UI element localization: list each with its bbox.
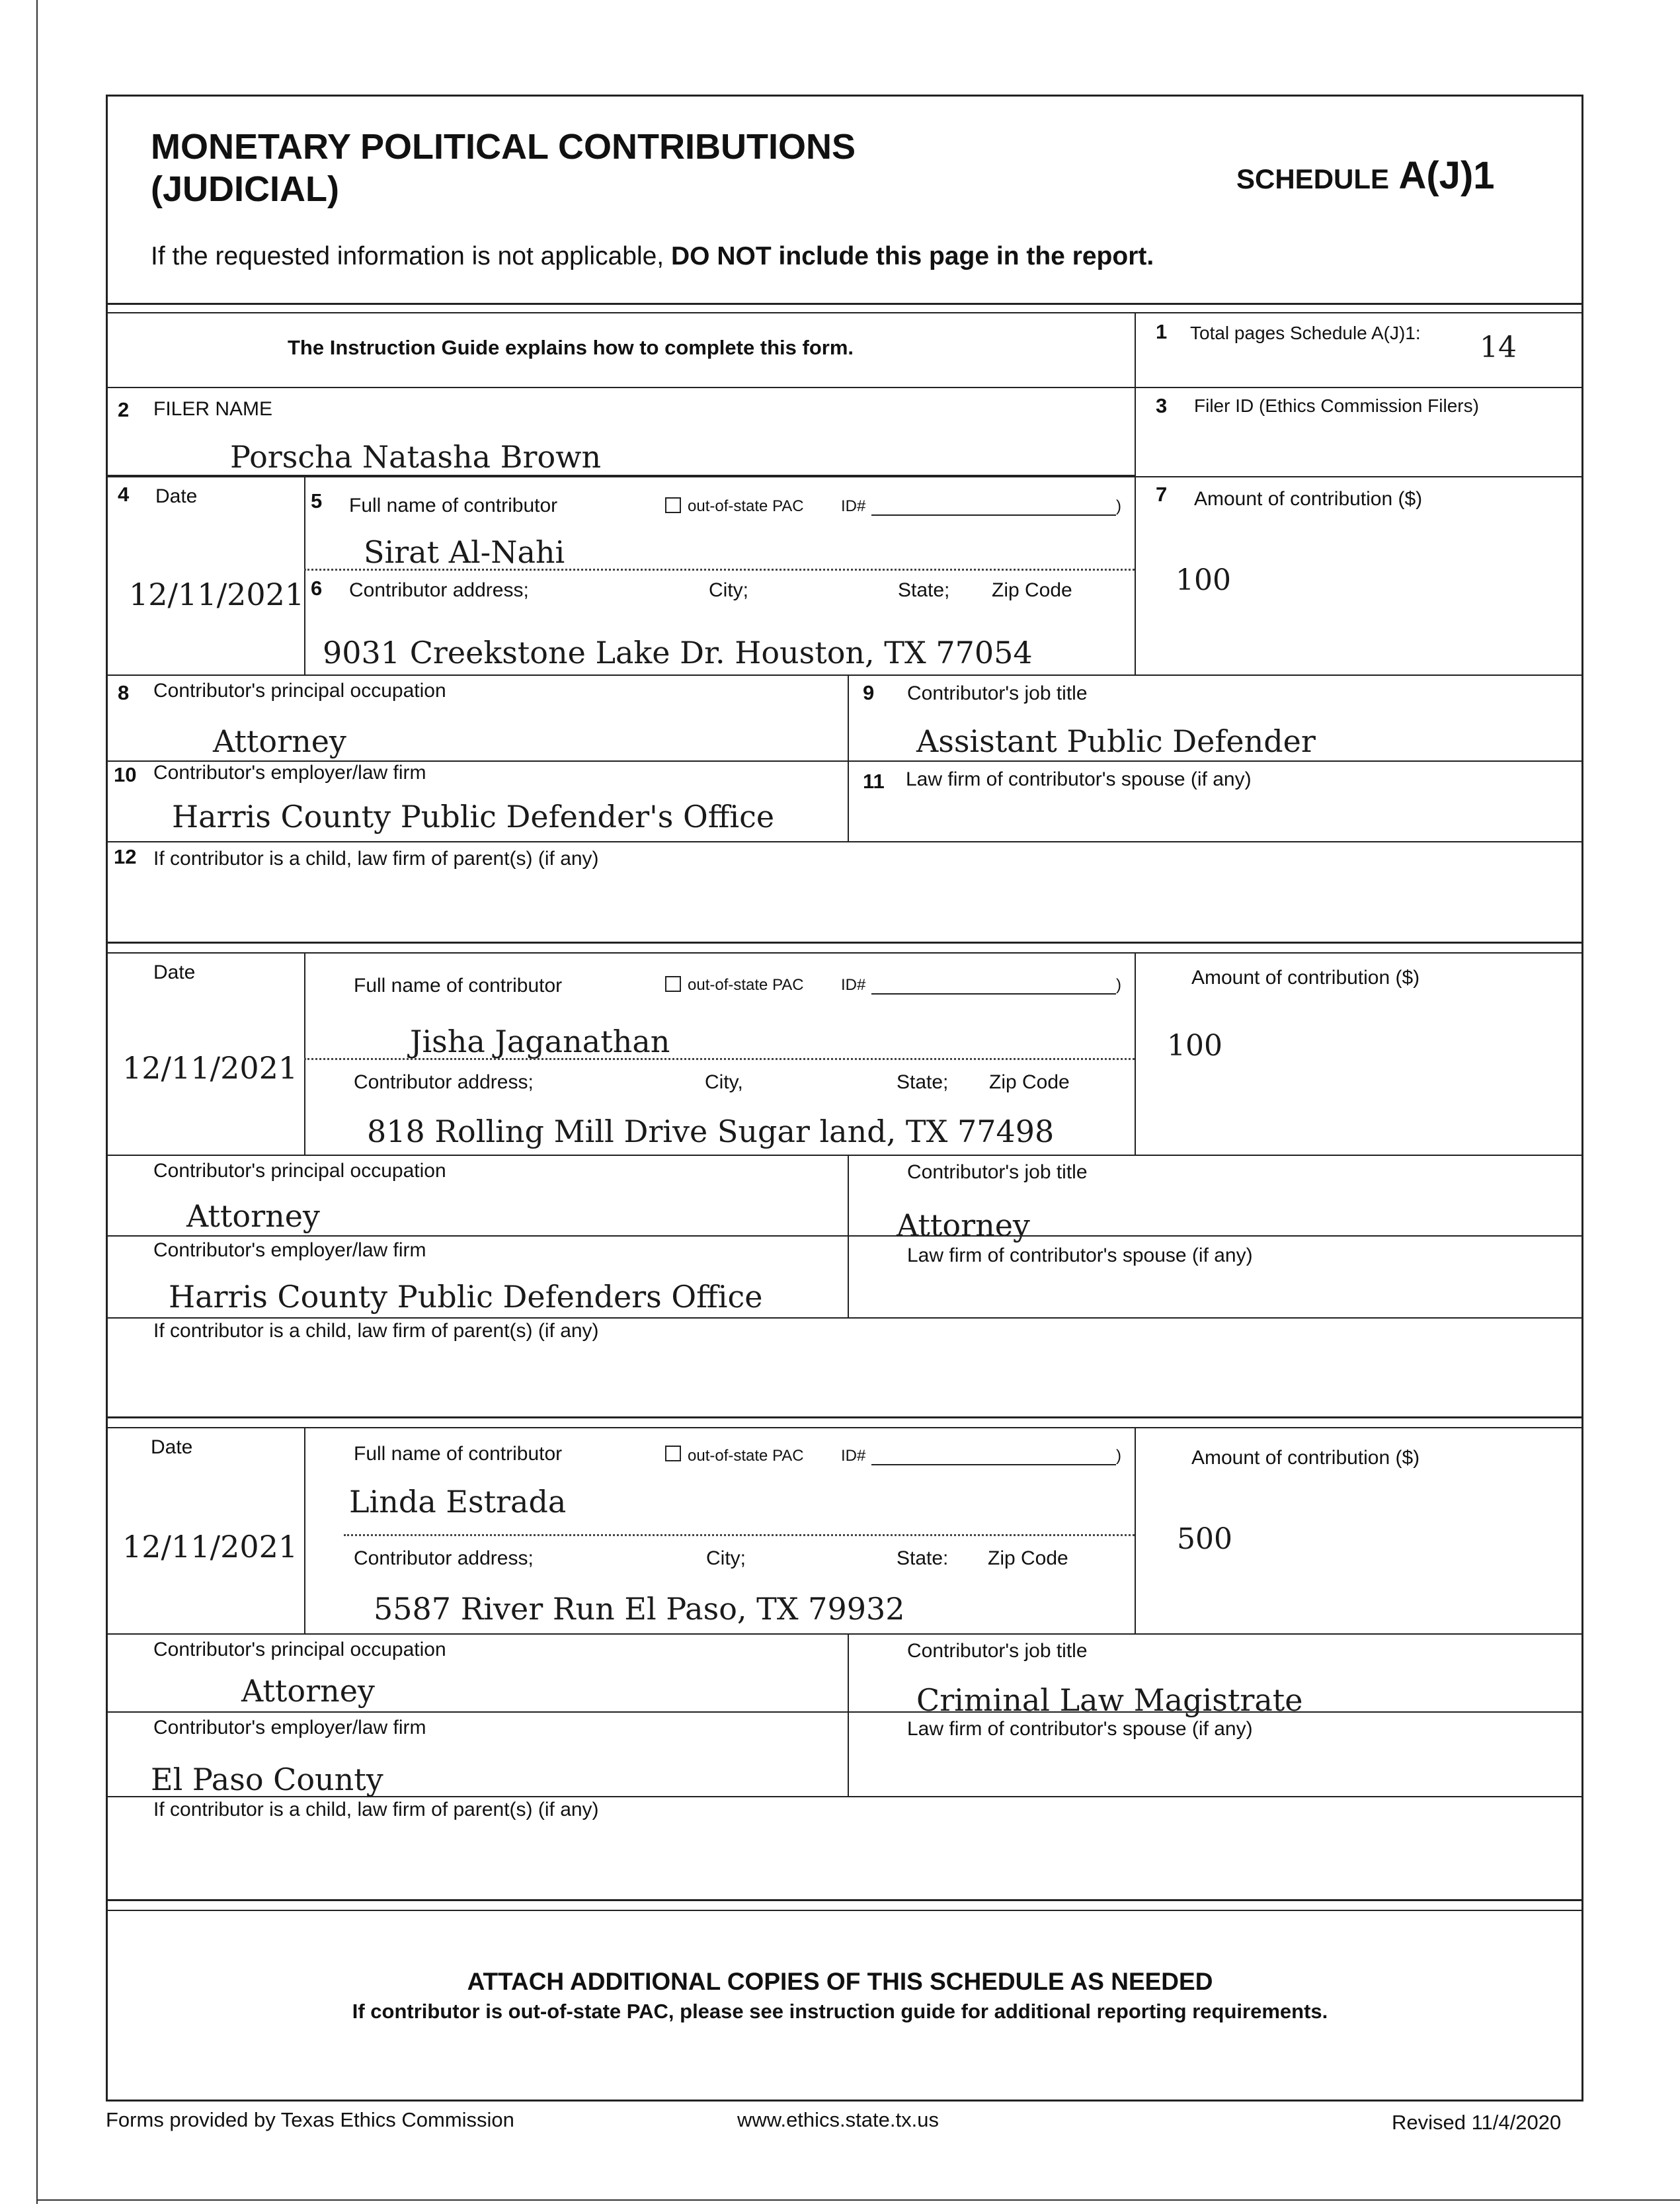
employer-value: El Paso County xyxy=(151,1762,383,1797)
schedule-label xyxy=(1236,153,1495,198)
footer-url[interactable]: www.ethics.state.tx.us xyxy=(737,2108,939,2131)
applicability-notice xyxy=(151,242,1154,271)
amount-value: 500 xyxy=(1177,1522,1232,1556)
page-edge-line xyxy=(36,2199,1680,2201)
job-title-label: Contributor's job title xyxy=(907,1640,1088,1662)
divider xyxy=(106,1796,1583,1797)
employer-label: Contributor's employer/law firm xyxy=(153,762,426,784)
divider xyxy=(304,1427,305,1633)
divider xyxy=(106,1711,1583,1713)
divider xyxy=(106,1317,1583,1319)
divider xyxy=(1135,952,1136,1155)
pac-id-field[interactable] xyxy=(871,1464,1116,1465)
field-number-2: 2 xyxy=(118,398,130,421)
form-title-line2: (JUDICIAL) xyxy=(151,169,339,209)
state-label: State: xyxy=(897,1547,949,1569)
field-number-5: 5 xyxy=(311,489,323,512)
amount-label: Amount of contribution ($) xyxy=(1191,967,1420,989)
filer-name-label: FILER NAME xyxy=(153,398,273,420)
total-pages-label: Total pages Schedule A(J)1: xyxy=(1190,323,1421,343)
out-of-state-pac-checkbox[interactable] xyxy=(665,1446,681,1461)
pac-id-close: ) xyxy=(1116,497,1121,515)
form-title-line1: MONETARY POLITICAL CONTRIBUTIONS xyxy=(151,127,856,167)
contributor-address-value: 9031 Creekstone Lake Dr. Houston, TX 77054 xyxy=(323,635,1033,671)
date-label: Date xyxy=(151,1436,193,1458)
job-title-value: Criminal Law Magistrate xyxy=(916,1682,1303,1718)
amount-value: 100 xyxy=(1167,1029,1222,1063)
parent-firm-label: If contributor is a child, law firm of parent(s) (if any) xyxy=(153,1320,599,1342)
contributor-name-value: Linda Estrada xyxy=(349,1484,567,1520)
divider xyxy=(106,674,1583,676)
pac-id-close: ) xyxy=(1116,1447,1121,1465)
divider xyxy=(848,1633,849,1796)
occupation-label: Contributor's principal occupation xyxy=(153,680,446,702)
out-of-state-pac-label: out-of-state PAC xyxy=(688,497,804,515)
divider xyxy=(106,1910,1583,1911)
pac-instruction-note: If contributor is out-of-state PAC, please see instruction guide for additional reporting requirements. xyxy=(352,2000,1328,2023)
divider xyxy=(106,303,1583,305)
amount-label: Amount of contribution ($) xyxy=(1191,1447,1420,1469)
divider xyxy=(106,1427,1583,1428)
total-pages-value: 14 xyxy=(1480,331,1517,364)
address-label: Contributor address; xyxy=(349,579,529,601)
occupation-value: Attorney xyxy=(241,1673,375,1709)
contribution-date: 12/11/2021 xyxy=(122,1529,298,1565)
employer-value: Harris County Public Defender's Office xyxy=(172,799,775,835)
contributor-name-label: Full name of contributor xyxy=(349,495,558,516)
footer-provider: Forms provided by Texas Ethics Commission xyxy=(106,2108,514,2131)
page-edge-line xyxy=(36,0,38,2204)
out-of-state-pac-checkbox[interactable] xyxy=(665,497,681,513)
pac-id-close: ) xyxy=(1116,976,1121,994)
field-number-7: 7 xyxy=(1156,483,1168,506)
address-label: Contributor address; xyxy=(354,1547,534,1569)
contribution-date: 12/11/2021 xyxy=(122,1050,298,1086)
divider xyxy=(1135,312,1136,674)
notice-bold: DO NOT include this page in the report. xyxy=(670,242,1154,270)
date-label: Date xyxy=(153,961,196,983)
date-label: Date xyxy=(155,485,198,507)
parent-firm-label: If contributor is a child, law firm of parent(s) (if any) xyxy=(153,1799,599,1820)
contributor-name-value: Sirat Al-Nahi xyxy=(364,534,565,570)
field-number-3: 3 xyxy=(1156,394,1168,417)
job-title-value: Assistant Public Defender xyxy=(916,723,1316,759)
address-label: Contributor address; xyxy=(354,1071,534,1093)
divider xyxy=(304,476,305,674)
amount-value: 100 xyxy=(1176,563,1231,597)
out-of-state-pac-checkbox[interactable] xyxy=(665,976,681,992)
employer-value: Harris County Public Defenders Office xyxy=(169,1279,763,1315)
employer-label: Contributor's employer/law firm xyxy=(153,1239,426,1261)
spouse-firm-label: Law firm of contributor's spouse (if any) xyxy=(906,768,1252,790)
schedule-prefix: SCHEDULE xyxy=(1236,163,1390,194)
occupation-label: Contributor's principal occupation xyxy=(153,1160,446,1182)
filer-name-value: Porscha Natasha Brown xyxy=(230,439,602,475)
city-label: City; xyxy=(709,579,748,601)
contributor-name-label: Full name of contributor xyxy=(354,975,563,997)
job-title-label: Contributor's job title xyxy=(907,1161,1088,1183)
contributor-address-value: 818 Rolling Mill Drive Sugar land, TX 77498 xyxy=(367,1114,1055,1149)
contributor-name-label: Full name of contributor xyxy=(354,1443,563,1465)
pac-id-field[interactable] xyxy=(871,993,1116,995)
pac-id-field[interactable] xyxy=(871,514,1116,516)
name-dotted-line xyxy=(344,1534,1135,1536)
parent-firm-label: If contributor is a child, law firm of parent(s) (if any) xyxy=(153,848,599,870)
spouse-firm-label: Law firm of contributor's spouse (if any) xyxy=(907,1245,1253,1266)
divider xyxy=(106,387,1583,388)
field-number-4: 4 xyxy=(118,483,130,506)
form-title xyxy=(151,126,856,210)
zip-label: Zip Code xyxy=(988,1547,1068,1569)
field-number-10: 10 xyxy=(114,763,137,786)
footer-revised: Revised 11/4/2020 xyxy=(1392,2111,1562,2134)
schedule-code: A(J)1 xyxy=(1398,154,1495,197)
divider xyxy=(106,942,1583,944)
job-title-label: Contributor's job title xyxy=(907,682,1088,704)
contributor-name-value: Jisha Jaganathan xyxy=(410,1024,670,1059)
notice-text: If the requested information is not applicable, xyxy=(151,242,664,270)
divider xyxy=(106,1633,1583,1635)
field-number-12: 12 xyxy=(114,845,137,868)
job-title-value: Attorney xyxy=(897,1207,1030,1243)
pac-id-label: ID# xyxy=(841,1447,866,1465)
name-dotted-line xyxy=(304,569,1135,571)
out-of-state-pac-label: out-of-state PAC xyxy=(688,1447,804,1465)
amount-label: Amount of contribution ($) xyxy=(1194,488,1423,510)
field-number-11: 11 xyxy=(863,770,885,793)
out-of-state-pac-label: out-of-state PAC xyxy=(688,976,804,994)
spouse-firm-label: Law firm of contributor's spouse (if any) xyxy=(907,1718,1253,1740)
divider xyxy=(848,674,849,841)
occupation-label: Contributor's principal occupation xyxy=(153,1639,446,1660)
city-label: City, xyxy=(705,1071,743,1093)
name-dotted-line xyxy=(304,1058,1135,1060)
occupation-value: Attorney xyxy=(186,1198,320,1234)
pac-id-label: ID# xyxy=(841,976,866,994)
employer-label: Contributor's employer/law firm xyxy=(153,1717,426,1738)
occupation-value: Attorney xyxy=(213,723,346,759)
state-label: State; xyxy=(898,579,950,601)
field-number-8: 8 xyxy=(118,681,130,704)
zip-label: Zip Code xyxy=(989,1071,1070,1093)
instruction-text: The Instruction Guide explains how to complete this form. xyxy=(288,336,854,359)
divider xyxy=(304,952,305,1155)
attach-copies-note: ATTACH ADDITIONAL COPIES OF THIS SCHEDULE AS NEEDED xyxy=(467,1968,1213,1995)
divider xyxy=(106,476,1583,477)
field-number-6: 6 xyxy=(311,577,323,600)
city-label: City; xyxy=(706,1547,746,1569)
divider xyxy=(1135,1427,1136,1633)
zip-label: Zip Code xyxy=(992,579,1072,601)
field-number-9: 9 xyxy=(863,681,875,704)
contributor-address-value: 5587 River Run El Paso, TX 79932 xyxy=(374,1591,905,1627)
state-label: State; xyxy=(897,1071,949,1093)
divider xyxy=(106,1416,1583,1418)
pac-id-label: ID# xyxy=(841,497,866,515)
contribution-date: 12/11/2021 xyxy=(129,577,305,612)
field-number-1: 1 xyxy=(1156,320,1168,343)
filer-id-label: Filer ID (Ethics Commission Filers) xyxy=(1194,395,1479,416)
divider xyxy=(106,1235,1583,1237)
divider xyxy=(106,841,1583,842)
divider xyxy=(106,312,1583,313)
divider xyxy=(106,1155,1583,1156)
divider xyxy=(106,1899,1583,1901)
divider xyxy=(106,952,1583,954)
